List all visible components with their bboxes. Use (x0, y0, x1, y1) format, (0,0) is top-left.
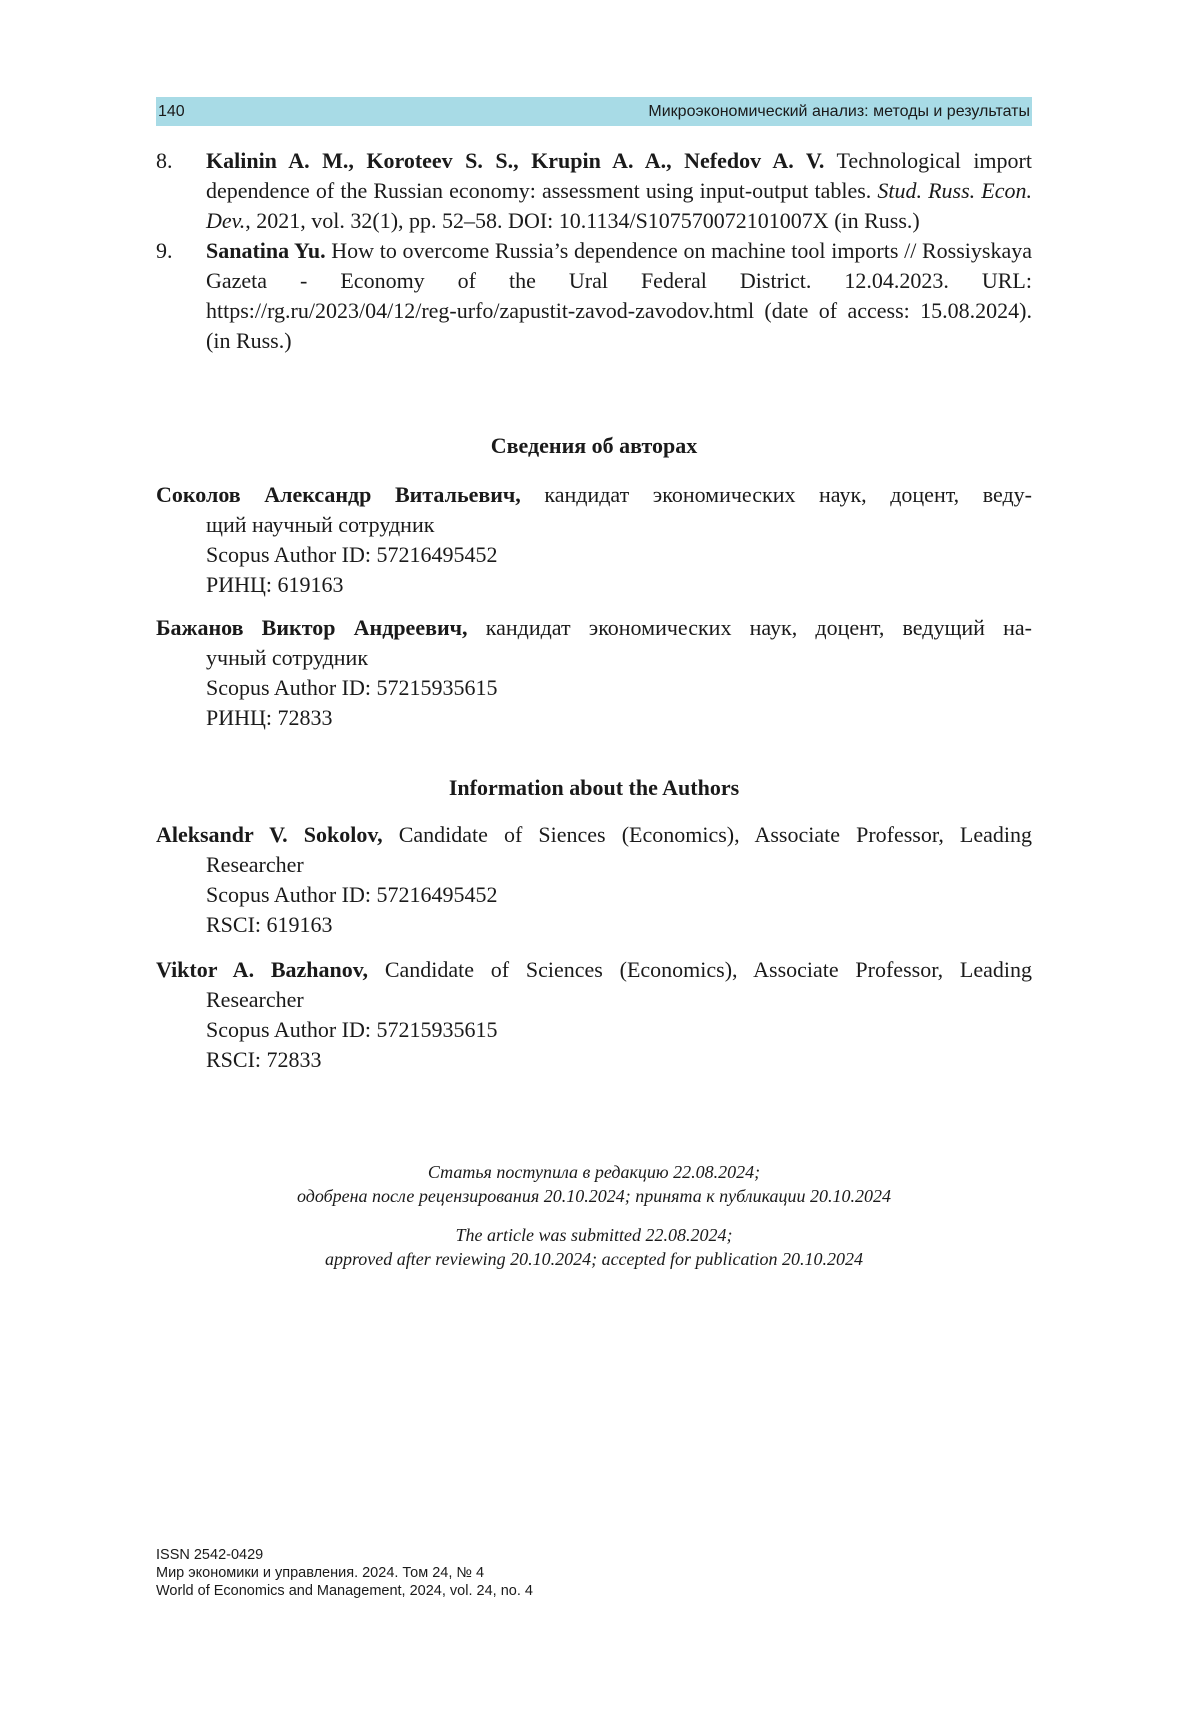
dates-ru-line1: Статья поступила в редакцию 22.08.2024; (427, 1162, 761, 1182)
author-name: Viktor A. Bazhanov, (156, 957, 369, 982)
reference-item (156, 146, 1032, 236)
author-rsci: RSCI: 619163 (206, 912, 333, 937)
author-ru-1 (156, 480, 1032, 600)
reference-item (156, 236, 1032, 356)
author-desc-cont: щий научный сотрудник (206, 512, 435, 537)
reference-title: Technological import dependence of the Russian economy: assessment using input-output tables. (206, 148, 1032, 203)
dates-ru-line2: одобрена после рецензирования 20.10.2024; принята к публикации 20.10.2024 (296, 1186, 892, 1206)
reference-details: , 2021, vol. 32(1), pp. 52–58. DOI: 10.1134/S107570072101007X (in Russ.) (245, 208, 920, 233)
dates-ru (156, 1160, 1032, 1208)
authors-en-title: Information about the Authors (448, 775, 740, 800)
author-scopus: Scopus Author ID: 57216495452 (206, 542, 498, 567)
dates-en-line2: approved after reviewing 20.10.2024; accepted for publication 20.10.2024 (324, 1249, 864, 1269)
author-scopus: Scopus Author ID: 57215935615 (206, 675, 498, 700)
author-desc-cont: учный сотрудник (206, 645, 369, 670)
author-first-line (156, 955, 1032, 985)
author-rsci: РИНЦ: 72833 (206, 705, 333, 730)
footer-issn: ISSN 2542-0429 (156, 1547, 264, 1563)
footer-en: World of Economics and Management, 2024, vol. 24, no. 4 (156, 1583, 533, 1599)
reference-number: 8. (156, 148, 173, 173)
reference-authors: Sanatina Yu. (206, 238, 326, 263)
reference-details: How to overcome Russia’s dependence on machine tool imports // Rossiyskaya Gazeta - Economy of the Ural Federal District. 12.04.2023. URL: https://rg.ru/2023/04/12/reg-urfo/zapustit-zavod-zavodov.html (date of access: 15.08.2024). (in Russ.) (206, 238, 1032, 353)
author-scopus: Scopus Author ID: 57216495452 (206, 882, 498, 907)
page-number: 140 (158, 102, 185, 120)
references-list (156, 146, 1032, 356)
author-en-2 (156, 955, 1032, 1075)
running-header (156, 97, 1032, 126)
author-scopus: Scopus Author ID: 57215935615 (206, 1017, 498, 1042)
reference-number: 9. (156, 238, 173, 263)
author-desc-cont: Researcher (206, 852, 304, 877)
reference-body (206, 146, 1032, 236)
author-name: Соколов Александр Витальевич, (156, 482, 521, 507)
reference-body (206, 236, 1032, 356)
dates-en-line1: The article was submitted 22.08.2024; (455, 1225, 733, 1245)
reference-authors: Kalinin A. M., Koroteev S. S., Krupin A. A., Nefedov A. V. (206, 148, 825, 173)
author-ru-2 (156, 613, 1032, 733)
author-first-line (156, 820, 1032, 850)
authors-ru-title: Сведения об авторах (490, 433, 698, 458)
reference-journal: Stud. Russ. Econ. Dev. (206, 178, 1032, 233)
author-rsci: RSCI: 72833 (206, 1047, 322, 1072)
author-desc-cont: Researcher (206, 987, 304, 1012)
author-rsci: РИНЦ: 619163 (206, 572, 344, 597)
author-name: Aleksandr V. Sokolov, (156, 822, 383, 847)
author-desc: Candidate of Siences (Economics), Associate Professor, Leading (382, 822, 1032, 847)
journal-footer (156, 1546, 533, 1600)
author-desc: кандидат экономических наук, доцент, веду- (520, 482, 1032, 507)
author-en-1 (156, 820, 1032, 940)
section-title-header: Микроэкономический анализ: методы и результаты (648, 102, 1030, 120)
author-name: Бажанов Виктор Андреевич, (156, 615, 468, 640)
author-first-line (156, 480, 1032, 510)
footer-ru: Мир экономики и управления. 2024. Том 24, № 4 (156, 1565, 485, 1581)
dates-en (156, 1223, 1032, 1271)
author-desc: кандидат экономических наук, доцент, ведущий на- (467, 615, 1032, 640)
author-first-line (156, 613, 1032, 643)
author-desc: Candidate of Sciences (Economics), Associate Professor, Leading (368, 957, 1033, 982)
